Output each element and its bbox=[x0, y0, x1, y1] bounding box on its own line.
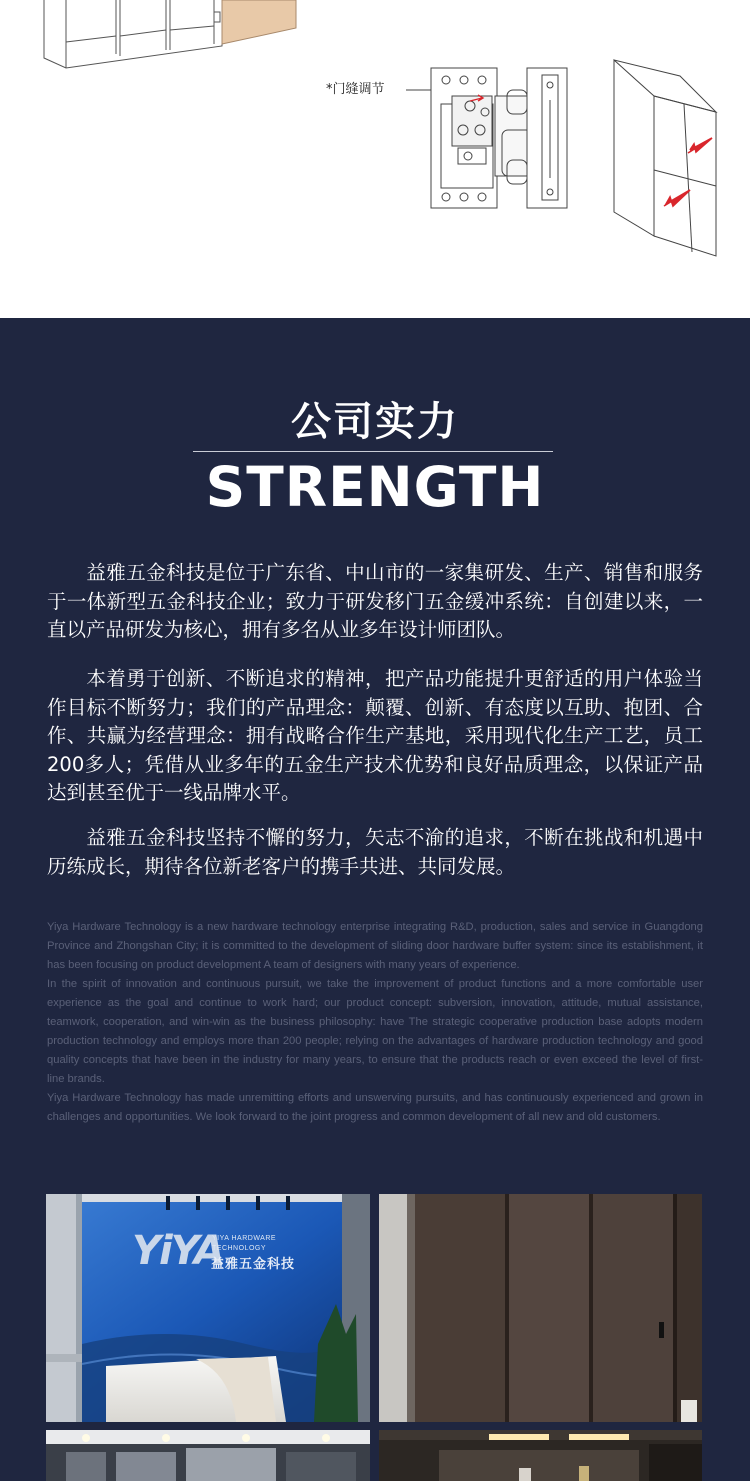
intro-paragraph-en-1: Yiya Hardware Technology is a new hardware technology enterprise integrating R&D, production, sales and service in Guangdong Province and Zhongshan City; it is committed to the development of sliding door hardware buffer system: since its establishment, it has been focusing on product development A team of designers with many years of experience. bbox=[47, 921, 703, 971]
intro-text-cn-1: 益雅五金科技是位于广东省、中山市的一家集研发、生产、销售和服务于一体新型五金科技企业；致力于研发移门五金缓冲系统：自创建以来，一直以产品研发为核心，拥有多名从业多年设计师团队。 bbox=[47, 561, 703, 641]
hinge-drawing bbox=[406, 68, 567, 208]
intro-text-cn-2: 本着勇于创新、不断追求的精神，把产品功能提升更舒适的用户体验当作目标不断努力；我们的产品理念：颠覆、创新、有态度以互助、抱团、合作、共赢为经营理念：拥有战略合作生产基地，采用现代化生产工艺，员工200多人；凭借从业多年的五金生产技术优势和良好品质理念，以保证产品达到甚至优于一线品牌水平。 bbox=[47, 667, 703, 804]
logo-english-line-2: TECHNOLOGY bbox=[212, 1245, 267, 1252]
sliding-door-photo bbox=[379, 1194, 702, 1422]
office-scene bbox=[46, 1430, 370, 1481]
company-strength-section bbox=[0, 318, 750, 1481]
gap-arrow-upper-icon bbox=[688, 138, 712, 153]
section-title-cn: 公司实力 bbox=[291, 399, 459, 445]
hinge-adjustment-diagram bbox=[0, 0, 750, 318]
intro-paragraph-cn-2 bbox=[47, 665, 703, 808]
showroom-scene bbox=[379, 1430, 702, 1481]
showroom-photo bbox=[379, 1430, 702, 1481]
cabinet-illustration bbox=[44, 0, 222, 68]
gap-arrow-lower-icon bbox=[664, 190, 690, 206]
office-photo bbox=[46, 1430, 370, 1481]
title-divider bbox=[193, 451, 553, 452]
intro-text-cn-3: 益雅五金科技坚持不懈的努力，矢志不渝的追求，不断在挑战和机遇中历练成长，期待各位新老客户的携手共进、共同发展。 bbox=[47, 826, 703, 878]
intro-paragraph-en-2: In the spirit of innovation and continuous pursuit, we take the improvement of product functions and a more comfortable user experience as the goal and continue to work hard; our product concept: subversion, innovation, attitude, mutual assistance, teamwork, cooperation, and win-win as the business philosophy: have The strategic cooperative production base adopts modern production technology and employs more than 200 people; relying on the advantages of hardware production technology and good quality concepts that have been in the industry for many years, to ensure that the products reach or even exceed the level of first-line brands. bbox=[47, 978, 703, 1085]
gap-adjustment-label: *门缝调节 bbox=[326, 82, 385, 97]
intro-english-block bbox=[47, 918, 703, 1127]
company-logo-icon: YiYA bbox=[132, 1228, 223, 1274]
intro-paragraph-cn-3 bbox=[47, 824, 703, 881]
open-door-panel bbox=[222, 0, 296, 44]
intro-paragraph-cn-1 bbox=[47, 559, 703, 645]
logo-chinese-name: 益雅五金科技 bbox=[211, 1257, 296, 1272]
intro-paragraph-en-3: Yiya Hardware Technology has made unremitting efforts and unswerving pursuits, and has continuously experienced and grown in challenges and opportunities. We look forward to the joint progress and common development of all new and old customers. bbox=[47, 1092, 703, 1123]
cabinet-side-view bbox=[614, 60, 716, 256]
reception-photo bbox=[46, 1194, 370, 1422]
diagram-graphics bbox=[0, 0, 750, 318]
logo-english-line-1: YIYA HARDWARE bbox=[212, 1235, 277, 1242]
door-handle bbox=[214, 12, 220, 22]
section-title-en: STRENGTH bbox=[205, 455, 545, 519]
sliding-door-scene bbox=[379, 1194, 702, 1422]
